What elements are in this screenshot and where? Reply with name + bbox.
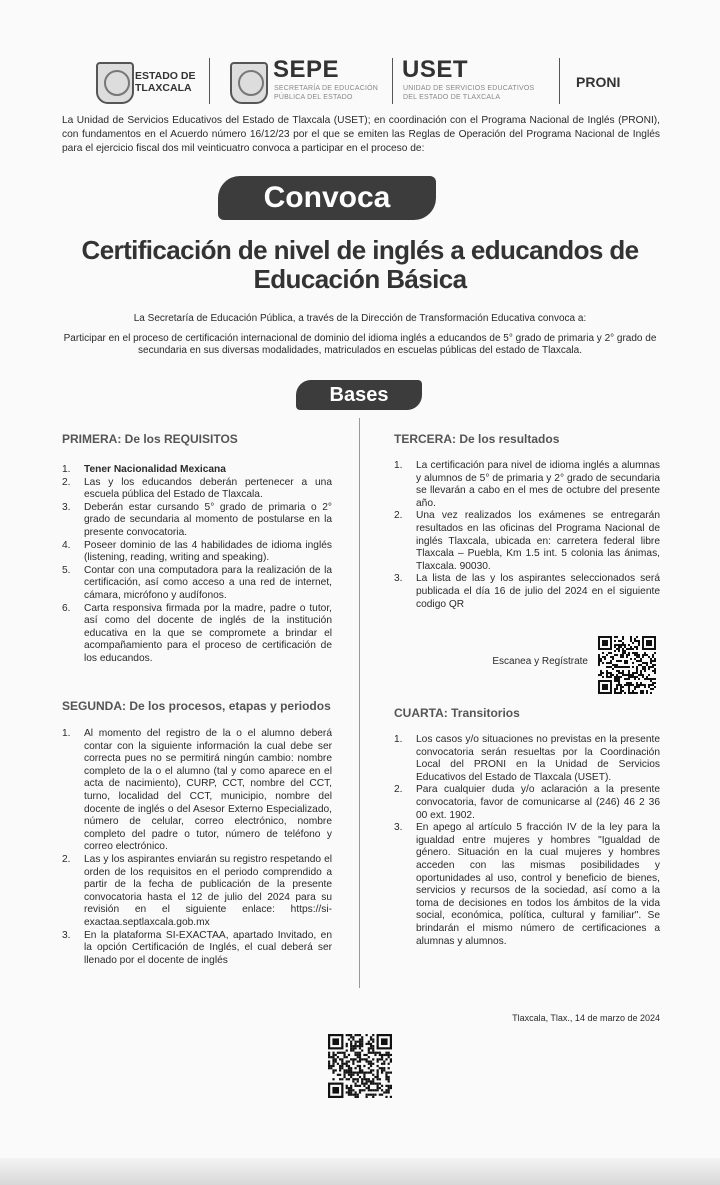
estado-line1: ESTADO DE	[135, 70, 196, 82]
item-number: 6.	[62, 602, 71, 614]
item-number: 1.	[62, 464, 71, 475]
header-divider	[209, 58, 210, 104]
item-text: La lista de las y los aspirantes seleccionados será publicada el día 16 de julio del 2024 en el siguiente codigo QR	[416, 573, 660, 610]
uset-logo: USET	[402, 56, 469, 83]
section-primera	[62, 432, 332, 666]
convoca-banner: Convoca	[218, 176, 436, 220]
list-item	[62, 540, 332, 565]
item-number: 2.	[394, 784, 403, 796]
sepe-logo: SEPE	[273, 56, 340, 83]
intro-paragraph: La Unidad de Servicios Educativos del Estado de Tlaxcala (USET); en coordinación con el Programa Nacional de Inglés (PRONI), con fundamentos en el Acuerdo número 16/12/23 por el que se emiten las Reglas de Operación del Programa Nacional de Inglés para el ejercicio fiscal dos mil veinticuatro convoca a participar en el proceso de:	[62, 115, 660, 154]
sepe-seal-icon	[230, 62, 268, 104]
list-item	[394, 822, 660, 948]
list-item	[62, 565, 332, 603]
item-text: Deberán estar cursando 5° grado de primaria o 2° grado de secundaria al momento de postularse en la presente convocatoria.	[84, 501, 332, 538]
item-text: Poseer dominio de las 4 habilidades de idioma inglés (listening, reading, writing and speaking).	[84, 539, 332, 564]
title-line2: Educación Básica	[253, 264, 467, 294]
sepe-sub2: PÚBLICA DEL ESTADO	[274, 94, 353, 101]
bottom-band	[0, 1158, 720, 1185]
item-text: Los casos y/o situaciones no previstas en la presente convocatoria serán resueltas por la Coordinación Local del PRONI en la Unidad de Servicios Educativos del Estado de Tlaxcala (USET).	[416, 734, 660, 783]
header-logos	[0, 54, 720, 110]
estado-line2: TLAXCALA	[135, 82, 192, 94]
list-item	[62, 502, 332, 540]
header-divider	[559, 58, 560, 104]
list-item	[62, 728, 332, 854]
header-divider	[392, 58, 393, 104]
list-item	[62, 464, 332, 477]
item-text: Al momento del registro de la o el alumno deberá contar con la siguiente información la cual debe ser correcta pues no se permitirá ningún cambio: nombre completo de la o el alumno (tal y como aparece en el acta de nacimiento), CURP, CCT, nombre del CCT, turno, localidad del CCT, municipio, nombre del docente de inglés o del Asesor Externo Especializado, número de celular, correo electrónico, nombre completo del padre o tutor, número de teléfono y correo electrónico.	[84, 728, 332, 853]
uset-subtitle	[403, 84, 534, 102]
uset-sub1: UNIDAD DE SERVICIOS EDUCATIVOS	[403, 85, 535, 92]
qr-modules	[598, 636, 656, 694]
list-item	[394, 734, 660, 784]
list-item	[394, 510, 660, 573]
tlaxcala-seal-icon	[96, 62, 134, 104]
list-item	[62, 854, 332, 930]
section-tercera	[394, 432, 660, 611]
sepe-sub1: SECRETARÍA DE EDUCACIÓN	[274, 85, 379, 92]
bases-banner: Bases	[296, 380, 422, 410]
list-item	[62, 603, 332, 666]
page-title	[60, 236, 660, 294]
section-title: CUARTA: Transitorios	[394, 706, 520, 720]
registration-qr-code[interactable]	[598, 636, 656, 694]
item-text: Las y los educandos deberán pertenecer a una escuela pública del Estado de Tlaxcala.	[84, 476, 332, 501]
document-date: Tlaxcala, Tlax., 14 de marzo de 2024	[512, 1013, 660, 1023]
uset-sub2: DEL ESTADO DE TLAXCALA	[403, 94, 501, 101]
results-list	[394, 460, 660, 611]
process-list	[62, 728, 332, 967]
item-number: 1.	[394, 734, 403, 745]
item-text: Para cualquier duda y/o aclaración a la presente convocatoria, favor de comunicarse al (246) 46 2 36 00 ext. 1902.	[416, 784, 660, 821]
qr-modules	[328, 1034, 392, 1098]
scan-label: Escanea y Regístrate	[492, 656, 588, 667]
item-number: 1.	[394, 460, 403, 471]
item-number: 1.	[62, 728, 71, 739]
list-item	[62, 930, 332, 968]
participar-paragraph: Participar en el proceso de certificación internacional de dominio del idioma inglés a educandos de 5° grado de primaria y 2° grado de secundaria en sus diversas modalidades, matriculados en escuelas públicas del estado de Tlaxcala.	[63, 333, 657, 356]
item-number: 2.	[62, 853, 71, 865]
item-number: 3.	[62, 501, 71, 513]
sep-intro: La Secretaría de Educación Pública, a través de la Dirección de Transformación Educativa convoca a:	[133, 313, 587, 324]
item-text: Tener Nacionalidad Mexicana	[84, 464, 226, 475]
item-number: 3.	[62, 929, 71, 941]
item-text: En la plataforma SI-EXACTAA, apartado Invitado, en la opción Certificación de Inglés, el cual deberá ser llenado por el docente de inglés	[84, 929, 332, 966]
document-qr-code[interactable]	[328, 1034, 392, 1098]
item-text: La certificación para nivel de idioma inglés a alumnas y alumnos de 5° de primaria y 2° grado de secundaria se llevarán a cabo en el mes de octubre del presente año.	[416, 460, 660, 509]
estado-logo-text	[135, 70, 195, 94]
section-cuarta	[394, 706, 660, 948]
sepe-subtitle	[274, 84, 378, 102]
item-number: 5.	[62, 564, 71, 576]
title-line1: Certificación de nivel de inglés a educandos de	[81, 235, 639, 265]
section-segunda	[62, 698, 332, 967]
item-number: 4.	[62, 539, 71, 551]
item-number: 3.	[394, 822, 403, 834]
item-text: Contar con una computadora para la realización de la certificación, así como acceso a una red de internet, cámara, micrófono y audífonos.	[84, 564, 332, 601]
list-item	[394, 784, 660, 822]
item-number: 2.	[394, 510, 403, 522]
section-title: PRIMERA: De los REQUISITOS	[62, 432, 238, 446]
item-text: Carta responsiva firmada por la madre, padre o tutor, así como del docente de inglés de la institución educativa en la que se compromete a brindar el acompañamiento para el proceso de certificación de los educandos.	[84, 602, 332, 664]
section-title: SEGUNDA: De los procesos, etapas y periodos	[62, 699, 331, 713]
transitory-list	[394, 734, 660, 948]
item-number: 3.	[394, 573, 403, 585]
item-text: Las y los aspirantes enviarán su registro respetando el orden de los requisitos en el periodo comprendido a partir de la fecha de publicación de la presente convocatoria hasta el 12 de julio del 2024 para su revisión en el siguiente enlace: https://si-exactaa.septlaxcala.gob.mx	[84, 853, 332, 928]
list-item	[394, 573, 660, 611]
column-divider	[359, 418, 360, 988]
item-number: 2.	[62, 476, 71, 488]
item-text: Una vez realizados los exámenes se entregarán resultados en las oficinas del Programa Nacional de inglés Tlaxcala, ubicada en: carretera federal libre Tlaxcala – Puebla, Km 1.5 int. 5 colonia las ánimas, Tlaxcala. 90030.	[416, 510, 660, 572]
requirements-list	[62, 464, 332, 666]
list-item	[62, 477, 332, 502]
item-text: En apego al artículo 5 fracción IV de la ley para la igualdad entre mujeres y hombres "Igualdad de género. Situación en la cual mujeres y hombres acceden con las mismas posibilidades y oportunidades al uso, control y beneficio de bienes, servicios y recursos de la sociedad, así como a la toma de decisiones en todos los ámbitos de la vida social, económica, política, cultural y familiar". Se brindarán el mismo número de certificaciones a alumnas y alumnos.	[416, 822, 660, 947]
proni-logo: PRONI	[576, 74, 621, 90]
list-item	[394, 460, 660, 510]
section-title: TERCERA: De los resultados	[394, 432, 560, 446]
